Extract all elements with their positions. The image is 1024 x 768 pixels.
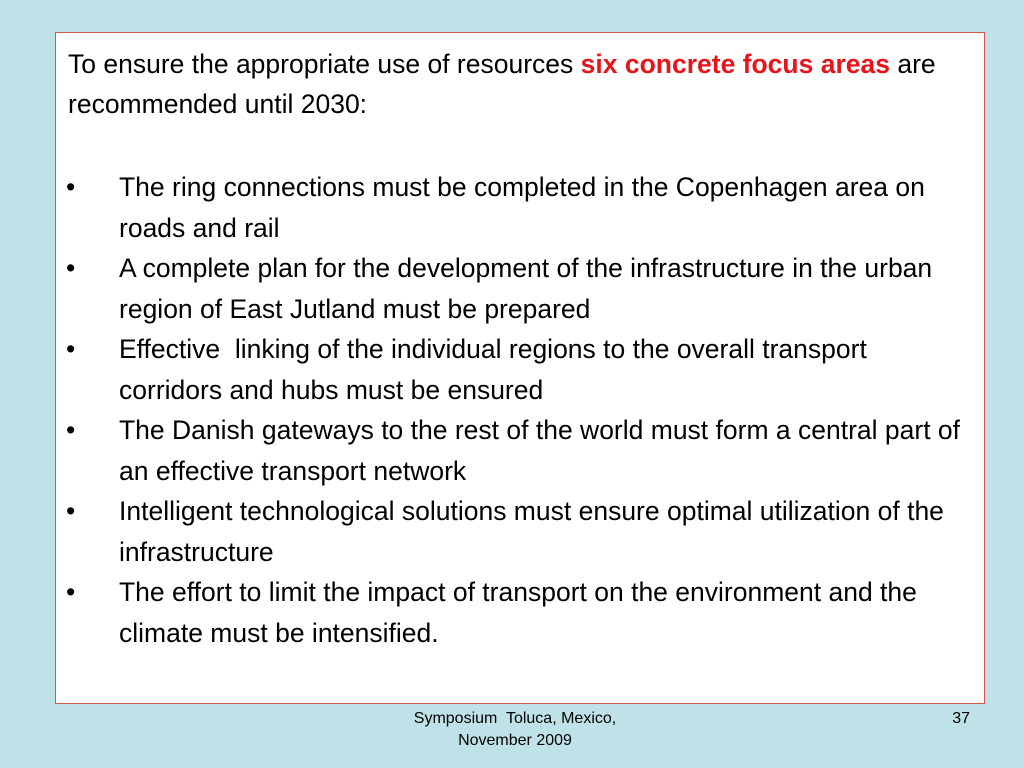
focus-area-item xyxy=(56,329,976,410)
bullet-dot-icon: • xyxy=(66,577,76,607)
focus-area-text: A complete plan for the development of the infrastructure in the urban region of East Jutland must be prepared xyxy=(119,253,933,324)
intro-highlight: six concrete focus areas xyxy=(580,49,890,79)
bullet-dot-icon: • xyxy=(66,334,76,364)
footer-event-line1: Symposium Toluca, Mexico, xyxy=(413,710,617,727)
page-number: 37 xyxy=(952,710,970,727)
footer-event-line2: November 2009 xyxy=(458,732,572,749)
focus-area-item xyxy=(56,167,976,248)
focus-area-text: The Danish gateways to the rest of the world must form a central part of an effective transport network xyxy=(119,415,961,486)
bullet-dot-icon: • xyxy=(66,496,76,526)
focus-area-text: Effective linking of the individual regions to the overall transport corridors and hubs must be ensured xyxy=(119,334,882,405)
intro-text-start: To ensure the appropriate use of resources xyxy=(68,49,581,79)
focus-area-text: The ring connections must be completed in the Copenhagen area on roads and rail xyxy=(119,172,925,243)
focus-areas-list xyxy=(56,167,976,653)
focus-area-item xyxy=(56,248,976,329)
intro-paragraph xyxy=(68,44,968,124)
footer-event xyxy=(360,708,670,752)
focus-area-text: The effort to limit the impact of transport on the environment and the climate must be intensified. xyxy=(119,577,917,648)
intro-text-end: are recommended until 2030: xyxy=(68,49,936,119)
bullet-dot-icon: • xyxy=(66,415,76,445)
focus-area-text: Intelligent technological solutions must ensure optimal utilization of the infrastructure xyxy=(119,496,944,567)
bullet-dot-icon: • xyxy=(66,253,76,283)
content-box xyxy=(55,32,985,704)
focus-area-item xyxy=(56,410,976,491)
focus-area-item xyxy=(56,491,976,572)
bullet-dot-icon: • xyxy=(66,172,76,202)
focus-area-item xyxy=(56,572,976,653)
